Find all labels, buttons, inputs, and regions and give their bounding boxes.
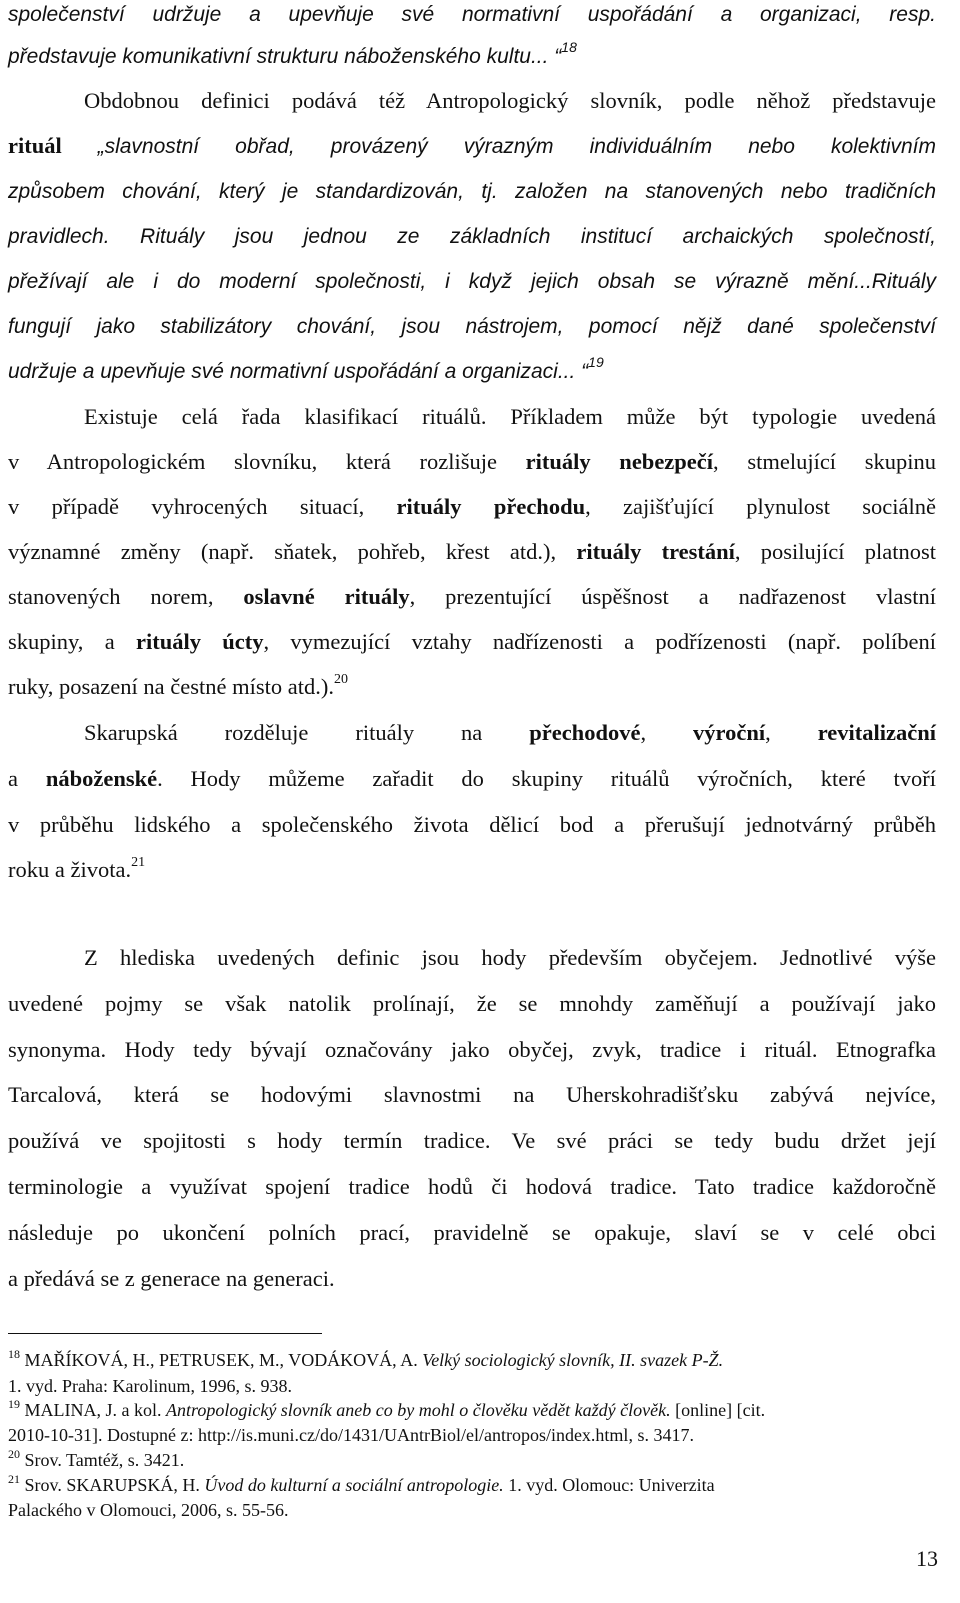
body-line: následuje po ukončení polních prací, pravidelně se opakuje, slaví se v celé obci: [8, 1220, 936, 1245]
body-line: uvedené pojmy se však natolik prolínají, že se mnohdy zaměňují a používají jako: [8, 991, 936, 1016]
term-bold: rituál: [8, 133, 62, 158]
body-line: v případě vyhrocených situací, rituály přechodu, zajišťující plynulost sociálně: [8, 494, 936, 519]
footnote-21-cont: Palackého v Olomouci, 2006, s. 55-56.: [8, 1500, 289, 1520]
footnote-19: $^{19}$ MALINA, J. a kol. Antropologický slovník aneb co by mohl o člověku vědět každý člověk. [online] [cit.: [8, 1397, 766, 1420]
body-line: Skarupská rozděluje rituály na přechodové, výroční, revitalizační: [84, 720, 937, 745]
quote-line: fungují jako stabilizátory chování, jsou nástrojem, pomocí nějž dané společenství: [8, 315, 936, 338]
footnote-separator: [8, 1333, 322, 1334]
body-line: skupiny, a rituály úcty, vymezující vztahy nadřízenosti a podřízenosti (např. políbení: [8, 629, 936, 654]
body-line: významné změny (např. sňatek, pohřeb, křest atd.), rituály trestání, posilující platnost: [8, 539, 936, 564]
footnote-ref[interactable]: 21: [131, 855, 146, 870]
body-line: Z hlediska uvedených definic jsou hody především obyčejem. Jednotlivé výše: [84, 945, 936, 970]
quote-line: způsobem chování, který je standardizován, tj. založen na stanovených nebo tradičních: [8, 180, 936, 203]
quote-line: představuje komunikativní strukturu náboženského kultu... “$^{18}$: [8, 39, 577, 68]
footnote-18: $^{18}$ MAŘÍKOVÁ, H., PETRUSEK, M., VODÁKOVÁ, A. Velký sociologický slovník, II. svazek P-Ž.: [8, 1347, 724, 1370]
footnote-ref[interactable]: 20: [333, 672, 348, 687]
body-line: Tarcalová, která se hodovými slavnostmi na Uherskohradišťsku zabývá nejvíce,: [8, 1082, 936, 1107]
body-line: ruky, posazení na čestné místo atd.).$^{20}$: [8, 672, 348, 699]
quote-line: pravidlech. Rituály jsou jednou ze základních institucí archaických společností,: [8, 225, 936, 248]
footnote-ref[interactable]: 18: [561, 39, 577, 55]
page-number: 13: [916, 1546, 938, 1571]
quote-line: udržuje a upevňuje své normativní uspořádání a organizaci... “$^{19}$: [8, 354, 604, 383]
body-line: terminologie a využívat spojení tradice hodů či hodová tradice. Tato tradice každoročně: [8, 1174, 936, 1199]
footnote-20: $^{20}$ Srov. Tamtéž, s. 3421.: [8, 1447, 185, 1470]
footnote-ref[interactable]: 19: [588, 354, 604, 370]
quote-line: společenství udržuje a upevňuje své normativní uspořádání a organizaci, resp.: [8, 3, 936, 26]
footnote-18-cont: 1. vyd. Praha: Karolinum, 1996, s. 938.: [8, 1376, 292, 1396]
body-line: v Antropologickém slovníku, která rozlišuje rituály nebezpečí, stmelující skupinu: [8, 449, 936, 474]
body-line: roku a života.$^{21}$: [8, 855, 146, 882]
body-line: Existuje celá řada klasifikací rituálů. Příkladem může být typologie uvedená: [84, 404, 936, 429]
footnote-21: $^{21}$ Srov. SKARUPSKÁ, H. Úvod do kulturní a sociální antropologie. 1. vyd. Olomouc: Univerzita: [8, 1472, 715, 1495]
body-line: a předává se z generace na generaci.: [8, 1266, 335, 1291]
body-line: synonyma. Hody tedy bývají označovány jako obyčej, zvyk, tradice i rituál. Etnografka: [8, 1037, 936, 1062]
footnote-19-cont[interactable]: 2010-10-31]. Dostupné z: http://is.muni.cz/do/1431/UAntrBiol/el/antropos/index.html, s. 3417.: [8, 1425, 694, 1445]
body-line: rituál „slavnostní obřad, provázený výrazným individuálním nebo kolektivním: [8, 133, 936, 158]
body-line: v průběhu lidského a společenského života dělicí bod a přerušují jednotvárný průběh: [8, 812, 936, 837]
body-line: a náboženské. Hody můžeme zařadit do skupiny rituálů výročních, které tvoří: [8, 766, 936, 791]
body-line: Obdobnou definici podává též Antropologický slovník, podle něhož představuje: [84, 88, 936, 113]
body-line: používá ve spojitosti s hody termín tradice. Ve své práci se tedy budu držet její: [8, 1128, 936, 1153]
quote-line: přežívají ale i do moderní společnosti, i když jejich obsah se výrazně mění...Rituály: [8, 270, 936, 293]
body-line: stanovených norem, oslavné rituály, prezentující úspěšnost a nadřazenost vlastní: [8, 584, 936, 609]
